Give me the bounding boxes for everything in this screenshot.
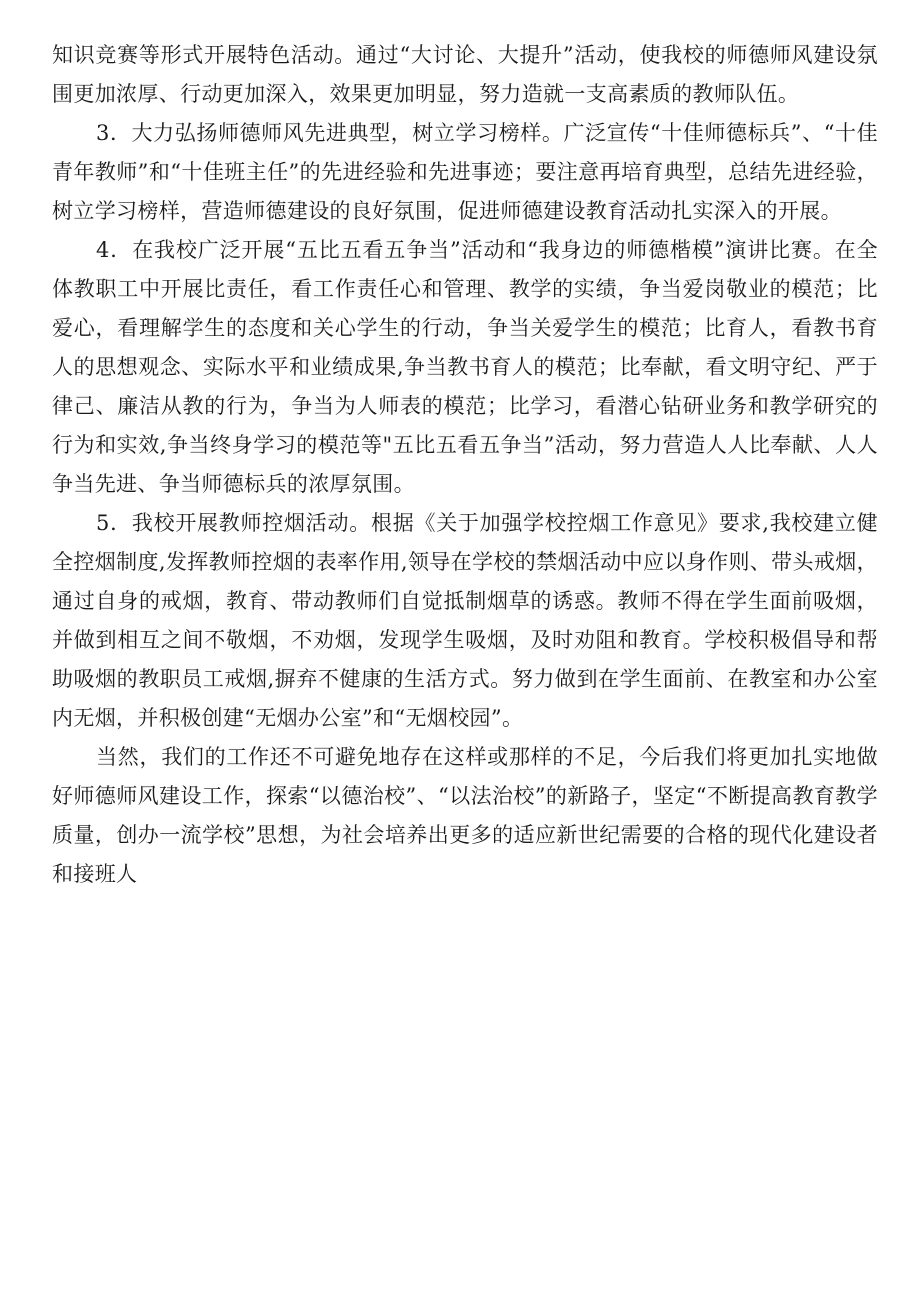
paragraph-conclusion: 当然，我们的工作还不可避免地存在这样或那样的不足，今后我们将更加扎实地做好师德师风建设工作，探索“以德治校”、“以法治校”的新路子，坚定“不断提高教育教学质量，创办一流学校”思想，为社会培养出更多的适应新世纪需要的合格的现代化建设者和接班人: [52, 745, 878, 886]
document-page: [52, 36, 878, 894]
paragraph-item-4: 4．在我校广泛开展“五比五看五争当”活动和“我身边的师德楷模”演讲比赛。在全体教职工中开展比责任，看工作责任心和管理、教学的实绩，争当爱岗敬业的模范；比爱心，看理解学生的态度和关心学生的行动，争当关爱学生的模范；比育人，看教书育人的思想观念、实际水平和业绩成果,争当教书育人的模范；比奉献，看文明守纪、严于律己、廉洁从教的行为，争当为人师表的模范；比学习，看潜心钻研业务和教学研究的行为和实效,争当终身学习的模范等"五比五看五争当”活动，努力营造人人比奉献、人人争当先进、争当师德标兵的浓厚氛围。: [52, 238, 878, 496]
paragraph-item-3: 3．大力弘扬师德师风先进典型，树立学习榜样。广泛宣传“十佳师德标兵”、“十佳青年教师”和“十佳班主任”的先进经验和先进事迹；要注意再培育典型，总结先进经验，树立学习榜样，营造师德建设的良好氛围，促进师德建设教育活动扎实深入的开展。: [52, 121, 878, 223]
paragraph-continued: 知识竞赛等形式开展特色活动。通过“大讨论、大提升”活动，使我校的师德师风建设氛围更加浓厚、行动更加深入，效果更加明显，努力造就一支高素质的教师队伍。: [52, 43, 878, 106]
paragraph-item-5: 5．我校开展教师控烟活动。根据《关于加强学校控烟工作意见》要求,我校建立健全控烟制度,发挥教师控烟的表率作用,领导在学校的禁烟活动中应以身作则、带头戒烟，通过自身的戒烟，教育、带动教师们自觉抵制烟草的诱惑。教师不得在学生面前吸烟，并做到相互之间不敬烟，不劝烟，发现学生吸烟，及时劝阻和教育。学校积极倡导和帮助吸烟的教职员工戒烟,摒弃不健康的生活方式。努力做到在学生面前、在教室和办公室内无烟，并积极创建“无烟办公室”和“无烟校园”。: [52, 511, 878, 730]
